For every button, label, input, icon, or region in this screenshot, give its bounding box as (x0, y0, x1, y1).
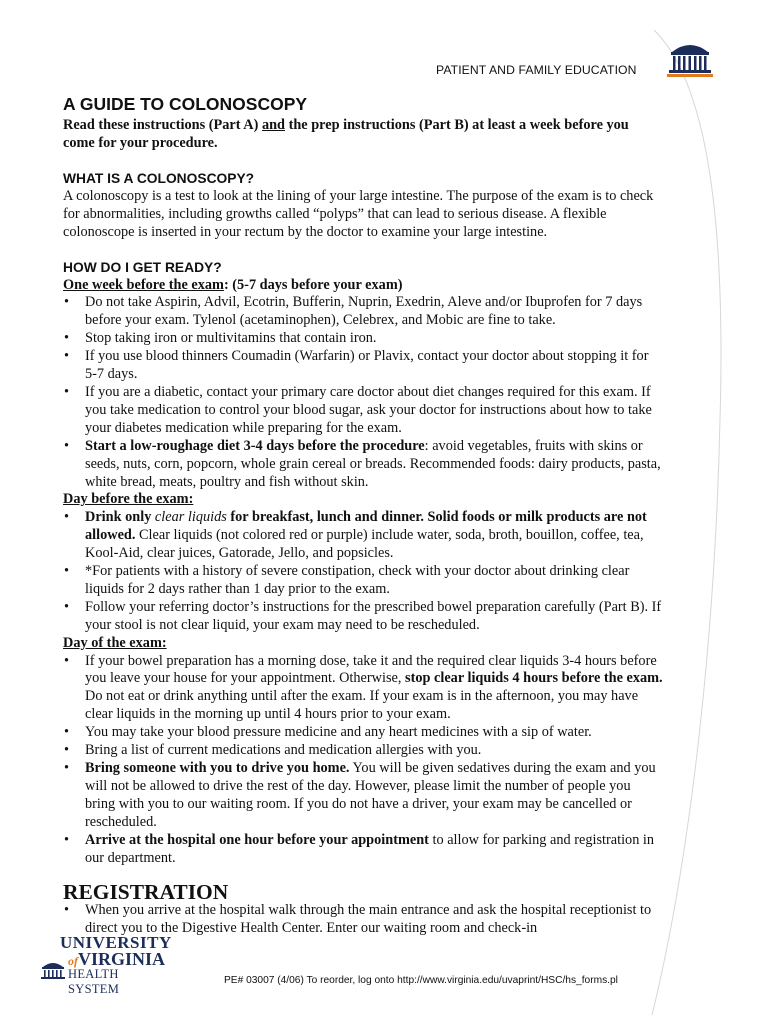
footer-text: PE# 03007 (4/06) To reorder, log onto http://www.virginia.edu/uvaprint/HSC/hs_forms.pl (224, 975, 618, 986)
list-item: • Arrive at the hospital one hour before your appointment to allow for parking and registration in our department. (63, 832, 663, 868)
section-heading-registration: REGISTRATION (63, 880, 229, 905)
list-item: • Drink only clear liquids for breakfast, lunch and dinner. Solid foods or milk products are not allowed. Clear liquids (not colored red or purple) include water, soda, broth, bouillon, coffee, tea, Kool-Aid, clear juices, Gatorade, Jello, and popsicles. (63, 509, 663, 563)
subheading-day-of: Day of the exam: (63, 634, 167, 651)
list-item: • When you arrive at the hospital walk through the main entrance and ask the hospital receptionist to direct you to the Digestive Health Center. Enter our waiting room and check-in (63, 902, 663, 938)
intro-text: Read these instructions (Part A) and the prep instructions (Part B) at least a week before you come for your procedure. (63, 117, 629, 151)
page-title: A GUIDE TO COLONOSCOPY (63, 94, 308, 114)
list-item: • Start a low-roughage diet 3-4 days before the procedure: avoid vegetables, fruits with skins or seeds, nuts, corn, popcorn, whole grain cereal or breads. Recommended foods: dairy products, pasta, white bread, meats, poultry and fish without skin. (63, 438, 663, 492)
list-item: • If you are a diabetic, contact your primary care doctor about diet changes required for this exam. If you take medication to control your blood sugar, ask your doctor for instructions about how to take your diabetes medication while preparing for the exam. (63, 384, 663, 438)
list-item: • You may take your blood pressure medicine and any heart medicines with a sip of water. (63, 724, 663, 742)
rotunda-icon (666, 38, 714, 78)
list-item: • *For patients with a history of severe constipation, check with your doctor about drinking clear liquids for 2 days rather than 1 day prior to the exam. (63, 563, 663, 599)
list-item: • Do not take Aspirin, Advil, Ecotrin, Bufferin, Nuprin, Exedrin, Aleve and/or Ibuprofen for 7 days before your exam. Tylenol (acetaminophen), Celebrex, and Mobic are fine to take. (63, 294, 663, 330)
logo-virginia: ofVIRGINIA (68, 949, 166, 969)
week-before-list (63, 294, 663, 491)
list-item: • Bring a list of current medications and medication allergies with you. (63, 742, 663, 760)
header-label: PATIENT AND FAMILY EDUCATION (436, 63, 637, 77)
section-heading-ready: HOW DO I GET READY? (63, 259, 222, 275)
rotunda-icon (40, 959, 66, 981)
list-item: • Bring someone with you to drive you home. You will be given sedatives during the exam and you will not be allowed to drive the rest of the day. However, please limit the number of people you bring with you to our waiting room. If you do not have a driver, your exam may be cancelled or rescheduled. (63, 760, 663, 832)
list-item: • If you use blood thinners Coumadin (Warfarin) or Plavix, contact your doctor about stopping it for 5-7 days. (63, 348, 663, 384)
logo-university: UNIVERSITY (60, 933, 172, 952)
uva-health-system-logo (40, 933, 172, 996)
document-body (63, 93, 663, 938)
day-before-list (63, 509, 663, 634)
list-item: • Stop taking iron or multivitamins that contain iron. (63, 330, 663, 348)
subheading-day-before: Day before the exam: (63, 491, 194, 508)
day-of-list (63, 653, 663, 868)
subheading-week-before: One week before the exam: (5-7 days before your exam) (63, 276, 403, 293)
what-paragraph: A colonoscopy is a test to look at the lining of your large intestine. The purpose of the exam is to check for abnormalities, including growths called “polyps” that can lead to serious disease. A flexible colonoscope is inserted in your rectum by the doctor to examine your large intestine. (63, 187, 654, 240)
list-item: • Follow your referring doctor’s instructions for the prescribed bowel preparation carefully (Part B). If your stool is not clear liquid, your exam may need to be rescheduled. (63, 599, 663, 635)
list-item: • If your bowel preparation has a morning dose, take it and the required clear liquids 3-4 hours before you leave your house for your appointment. Otherwise, stop clear liquids 4 hours before the exam. Do not eat or drink anything until after the exam. If your exam is in the afternoon, you may have clear liquids in the morning up until 4 hours prior to your exam. (63, 653, 663, 725)
logo-health-system: HEALTH SYSTEM (68, 967, 120, 996)
section-heading-what: WHAT IS A COLONOSCOPY? (63, 170, 255, 186)
